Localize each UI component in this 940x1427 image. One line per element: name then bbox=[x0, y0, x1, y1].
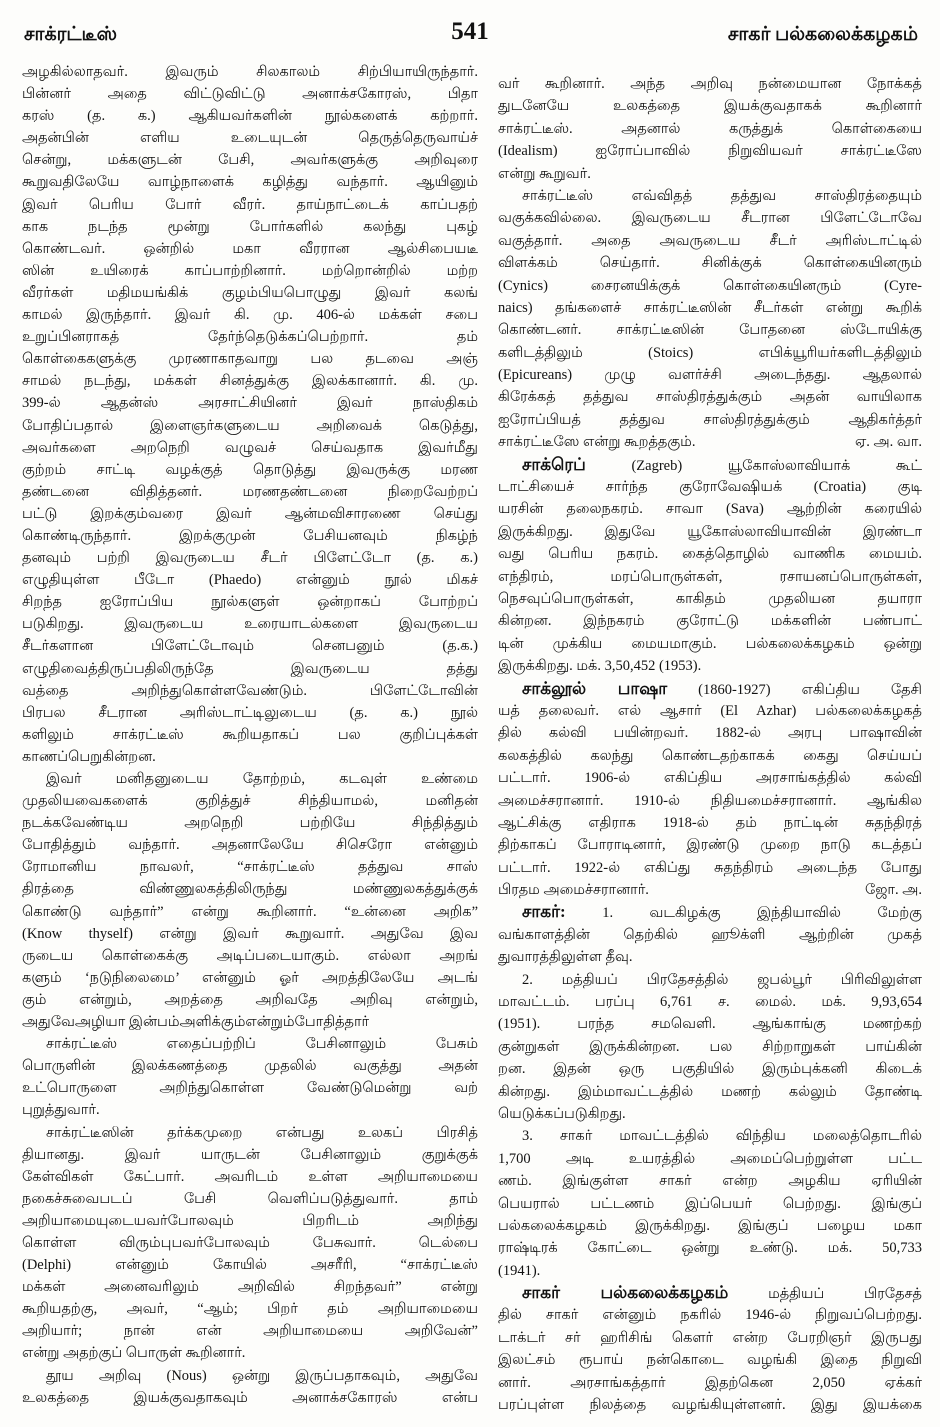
line-text: கொண்டிருந்தார். இறக்குமுன் பேசியனவும் நிகழ்ந் bbox=[22, 527, 478, 544]
line-text: டின் முக்கிய மையமாகும். பல்கலைக்கழகம் ஒன்று bbox=[498, 635, 922, 652]
paragraph bbox=[22, 1365, 478, 1409]
line-text: ஆட்சிக்கு எதிராக 1918-ல் தம் நாட்டின் சுதந்திரத் bbox=[498, 814, 922, 831]
text-line bbox=[498, 342, 922, 364]
text-line bbox=[498, 991, 922, 1013]
text-line bbox=[498, 901, 922, 923]
text-line bbox=[498, 879, 922, 901]
text-line bbox=[22, 1276, 478, 1298]
text-line bbox=[498, 566, 922, 588]
line-text: குற்றம் சாட்டி வழக்குத் தொடுத்து இவருக்கு மரண bbox=[22, 461, 478, 478]
text-line bbox=[22, 304, 478, 326]
line-text: யரசின் தலைநகரம். சாவா (Sava) ஆற்றின் கரையில் bbox=[498, 501, 922, 518]
text-line bbox=[498, 588, 922, 610]
line-text: கின்றன. இந்நகரம் குரோட்டு மக்களின் பண்பாட் bbox=[498, 613, 922, 630]
line-text: (Idealism) ஐரோப்பாவில் நிறுவியவர் சாக்ரட்டீஸே bbox=[498, 143, 922, 160]
text-line bbox=[22, 149, 478, 171]
entry bbox=[498, 901, 922, 968]
text-line bbox=[498, 700, 922, 722]
line-text: (Zagreb) யூகோஸ்லாவியாக் கூட் bbox=[585, 457, 922, 474]
line-text: வங்காளத்தின் தெற்கில் ஹூக்ளி ஆற்றின் முகத் bbox=[498, 926, 922, 943]
text-line bbox=[498, 1058, 922, 1080]
text-line bbox=[498, 207, 922, 229]
paragraph bbox=[22, 61, 478, 768]
line-text: அவர்களை அறநெறி வழுவச் செய்வதாக இவர்மீது bbox=[22, 439, 478, 456]
line-text: சென்று, மக்களுடன் பேசி, அவர்களுக்கு அறிவுரை bbox=[22, 152, 478, 169]
text-line bbox=[22, 1099, 478, 1121]
text-line bbox=[498, 655, 922, 677]
line-text: சாக்ரட்டீஸின் தர்க்கமுறை என்பது உலகப் பிரசித் bbox=[46, 1124, 478, 1141]
line-text: வீரர்கள் மதிமயங்கிக் குழம்பியபொழுது இவர் கலங் bbox=[22, 284, 478, 301]
line-text: உறுப்பினராகத் தேர்ந்தெடுக்கப்பெற்றார். தம் bbox=[22, 329, 478, 346]
entry bbox=[498, 454, 922, 678]
line-text: பரப்புள்ள நிலத்தை வழங்கியுள்ளனர். இது இயக்கை bbox=[498, 1397, 922, 1414]
text-line bbox=[22, 812, 478, 834]
text-line bbox=[22, 878, 478, 900]
line-text: கரஸ் (த. க.) ஆகியவர்களின் நூல்களைக் கற்றார். bbox=[22, 108, 478, 125]
text-line bbox=[22, 834, 478, 856]
text-line bbox=[498, 857, 922, 879]
text-line bbox=[498, 1170, 922, 1192]
line-text: பட்டு இறக்கும்வரை இவர் ஆன்மவிசாரணை செய்து bbox=[22, 505, 478, 522]
line-text: அழகில்லாதவர். இவரும் சிலகாலம் சிற்பியாயிருந்தார். bbox=[22, 64, 478, 80]
line-text: காணப்பெறுகின்றன. bbox=[22, 748, 156, 765]
text-line bbox=[498, 678, 922, 700]
text-line bbox=[498, 543, 922, 565]
line-text: 1,700 அடி உயரத்தில் அமைப்பெற்றுள்ள பட்ட bbox=[498, 1150, 922, 1167]
text-line bbox=[498, 1327, 922, 1349]
line-text: ரோமானிய நாவலர், “சாக்ரட்டீஸ் தத்துவ சாஸ் bbox=[22, 859, 478, 876]
paragraph bbox=[498, 185, 922, 454]
text-line bbox=[22, 768, 478, 790]
line-text: மத்தியப் பிரதேசத் bbox=[728, 1286, 922, 1303]
entry-headword: சாகர் பல்கலைக்கழகம் bbox=[522, 1283, 729, 1303]
line-text: (Know thyself) என்று இவர் கூறுவார். அதுவே இவ bbox=[22, 925, 478, 942]
line-text: எழுதியுள்ள பீடோ (Phaedo) என்னும் நூல் மிகச் bbox=[22, 572, 478, 589]
line-text: அமைச்சரானார். 1910-ல் நிதியமைச்சரானார். ஆங்கில bbox=[498, 792, 922, 809]
text-line bbox=[498, 73, 922, 95]
line-text: 399-ல் ஆதன்ஸ் அரசாட்சியினர் இவர் நாஸ்திகம் bbox=[22, 395, 478, 412]
text-line bbox=[498, 1349, 922, 1371]
text-line bbox=[22, 194, 478, 216]
line-text: காக நடந்த மூன்று போர்களில் கலந்து புகழ் bbox=[22, 218, 478, 235]
text-line bbox=[498, 1125, 922, 1147]
line-text: பொருளின் இலக்கணத்தை முதலில் வகுத்து அதன் bbox=[22, 1058, 478, 1075]
line-text: போதித்தும் வந்தார். அதனாலேயே சிசெரோ என்னும் bbox=[22, 837, 478, 854]
text-line bbox=[22, 1342, 478, 1364]
text-line bbox=[22, 260, 478, 282]
text-line bbox=[498, 790, 922, 812]
text-line bbox=[22, 569, 478, 591]
text-line bbox=[22, 127, 478, 149]
text-line bbox=[22, 1033, 478, 1055]
text-line bbox=[22, 967, 478, 989]
line-text: (1951). பரந்த சமவெளி. ஆங்காங்கு மணற்கற் bbox=[498, 1016, 922, 1033]
entry-headword: சாக்லூல் பாஷா bbox=[522, 678, 668, 698]
text-line bbox=[22, 1144, 478, 1166]
line-text: வத்தை அறிந்துகொள்ளவேண்டும். பிளேட்டோவின் bbox=[22, 682, 478, 699]
text-line bbox=[22, 613, 478, 635]
entry bbox=[498, 1282, 922, 1416]
text-line bbox=[498, 1103, 922, 1125]
line-text: நகைச்சுவைபடப் பேசி வெளிப்படுத்துவார். தாம் bbox=[22, 1190, 478, 1207]
text-line bbox=[22, 348, 478, 370]
text-line bbox=[22, 525, 478, 547]
line-text: இருக்கிறது. மக். 3,50,452 (1953). bbox=[498, 658, 702, 675]
line-text: கும் என்றும், அறத்தை அறிவதே அறிவு என்றும், bbox=[22, 991, 478, 1008]
line-text: கேள்விகள் கேட்பார். அவரிடம் உள்ள அறியாமையை bbox=[22, 1168, 478, 1185]
text-line bbox=[22, 105, 478, 127]
line-text: றன. இதன் ஒரு பகுதியில் இரும்புக்கனி கிடைக் bbox=[498, 1061, 922, 1078]
line-text: அதன்பின் எளிய உடையுடன் தெருத்தெருவாய்ச் bbox=[22, 130, 478, 147]
line-text: பிரதம அமைச்சரானார். bbox=[498, 882, 649, 899]
page-number: 541 bbox=[451, 18, 489, 45]
text-line bbox=[498, 163, 922, 185]
text-line bbox=[22, 61, 478, 83]
line-text: பின்னர் அதை விட்டுவிட்டு அனாக்சகோரஸ், பிதா bbox=[22, 86, 478, 103]
text-line bbox=[498, 297, 922, 319]
line-text: ஸின் உயிரைக் காப்பாற்றினார். மற்றொன்றில் மற்ற bbox=[22, 262, 478, 279]
text-line bbox=[22, 415, 478, 437]
text-line bbox=[498, 812, 922, 834]
line-text: (Cynics) சைரனயிக்குக் கொள்கையினரும் (Cyre- bbox=[498, 277, 922, 294]
author-initials: ஏ. அ. வா. bbox=[855, 434, 922, 451]
text-line bbox=[498, 118, 922, 140]
line-text: அறியார்; நான் என் அறியாமையை அறிவேன்” bbox=[22, 1323, 478, 1340]
entry-headword: சாகர்: bbox=[522, 902, 566, 922]
line-text: உட்பொருளை அறிந்துகொள்ள வேண்டுமென்று வற் bbox=[22, 1080, 478, 1097]
text-line bbox=[22, 481, 478, 503]
line-text: சாக்ரட்டீஸ் எதைப்பற்றிப் பேசினாலும் பேசும் bbox=[46, 1036, 478, 1053]
running-head-left: சாக்ரட்டீஸ் bbox=[24, 24, 118, 45]
line-text: (1860-1927) எகிப்திய தேசி bbox=[667, 681, 922, 698]
line-text: யெடுக்கப்படுகிறது. bbox=[498, 1105, 626, 1122]
text-line bbox=[22, 658, 478, 680]
text-line bbox=[498, 409, 922, 431]
line-text: இலட்சம் ரூபாய் நன்கொடை வழங்கி இதை நிறுவி bbox=[498, 1352, 922, 1369]
line-text: இவர் மனிதனுடைய தோற்றம், கடவுள் உண்மை bbox=[46, 771, 478, 787]
text-line bbox=[498, 722, 922, 744]
line-text: துடனேயே உலகத்தை இயக்குவதாகக் கூறினார் bbox=[498, 98, 922, 115]
text-line bbox=[498, 1148, 922, 1170]
line-text: வது பெரிய நகரம். கைத்தொழில் வாணிக மையம். bbox=[498, 546, 922, 563]
line-text: இருக்கிறது. இதுவே யூகோஸ்லாவியாவின் இரண்டா bbox=[498, 523, 922, 540]
line-text: களிடத்திலும் (Stoics) எபிக்யூரியர்களிடத்திலும் bbox=[498, 344, 922, 361]
text-line bbox=[22, 547, 478, 569]
text-line bbox=[498, 140, 922, 162]
text-line bbox=[22, 635, 478, 657]
paragraph bbox=[498, 73, 922, 185]
line-text: ணம். இங்குள்ள சாகர் என்ற அழகிய ஏரியின் bbox=[498, 1173, 922, 1190]
text-line bbox=[498, 610, 922, 632]
line-text: நடக்கவேண்டிய அறநெறி பற்றியே சிந்தித்தும் bbox=[22, 815, 478, 832]
line-text: கொண்டவர். ஒன்றில் மகா வீரரான ஆல்சிபையடீ bbox=[22, 240, 478, 257]
text-line bbox=[22, 459, 478, 481]
paragraph bbox=[22, 768, 478, 1033]
text-line bbox=[22, 1122, 478, 1144]
line-text: மாவட்டம். பரப்பு 6,761 ச. மைல். மக். 9,93,654 bbox=[498, 994, 922, 1011]
text-line bbox=[498, 185, 922, 207]
text-line bbox=[22, 392, 478, 414]
text-line bbox=[498, 95, 922, 117]
line-text: யத் தலைவர். எல் ஆசார் (El Azhar) பல்கலைக்கழகத் bbox=[498, 702, 922, 719]
line-text: கொள்ள விரும்புபவர்போலவும் பேசுவார். டெல்பை bbox=[22, 1234, 478, 1251]
line-text: பெயரால் பட்டணம் இப்பெயர் பெற்றது. இங்குப் bbox=[498, 1195, 922, 1212]
text-line bbox=[22, 1188, 478, 1210]
text-line bbox=[498, 319, 922, 341]
text-line bbox=[22, 1387, 478, 1409]
text-line bbox=[498, 1260, 922, 1282]
line-text: வகுத்தார். அதை அவருடைய சீடர் அரிஸ்டாட்டில் bbox=[498, 232, 922, 249]
line-text: (1941). bbox=[498, 1262, 541, 1279]
line-text: கின்றது. இம்மாவட்டத்தில் மணற் கல்லும் தோண்டி bbox=[498, 1083, 922, 1100]
line-text: சீடர்களான பிளேட்டோவும் செனபனும் (த.க.) bbox=[22, 638, 478, 655]
text-line bbox=[498, 745, 922, 767]
text-line bbox=[22, 724, 478, 746]
line-text: விளக்கம் செய்தார். சினிக்குக் கொள்கையினரும் bbox=[498, 255, 922, 272]
line-text: naics) தங்களைச் சாக்ரட்டீஸின் சீடர்கள் என்று கூறிக் bbox=[498, 299, 922, 316]
line-text: பிரபல சீடரான அரிஸ்டாட்டிலுடைய (த. க.) நூல் bbox=[22, 704, 478, 721]
line-text: தியானது. இவர் யாருடன் பேசினாலும் குறுக்குக் bbox=[22, 1146, 478, 1163]
entry-headword: சாக்ரெப் bbox=[522, 454, 586, 474]
text-line bbox=[498, 633, 922, 655]
text-line bbox=[498, 969, 922, 991]
text-line bbox=[22, 1298, 478, 1320]
line-text bbox=[498, 879, 649, 901]
text-line bbox=[498, 1282, 922, 1304]
line-text: காமல் இருந்தார். இவர் கி. மு. 406-ல் மக்கள் சபை bbox=[22, 307, 478, 324]
line-text: (Delphi) என்னும் கோயில் அசரீரி, “சாக்ரட்டீஸ் bbox=[22, 1257, 478, 1274]
line-text: திற்காகப் போராடினார், இரண்டு முறை நாடு கடத்தப் bbox=[498, 837, 922, 854]
text-line bbox=[22, 1365, 478, 1387]
text-line bbox=[22, 1320, 478, 1342]
text-line bbox=[498, 230, 922, 252]
paragraph bbox=[498, 969, 922, 1126]
line-text: மக்கள் அனைவரிலும் அறிவில் சிறந்தவர்” என்று bbox=[22, 1279, 478, 1296]
line-text: அதுவேஅழியா இன்பம்அளிக்கும்என்றும்போதித்தார் bbox=[22, 1014, 370, 1031]
text-line bbox=[22, 901, 478, 923]
text-line bbox=[22, 1166, 478, 1188]
text-line bbox=[22, 790, 478, 812]
line-text: சாக்ரட்டீஸ். அதனால் கருத்துக் கொள்கையை bbox=[498, 120, 922, 137]
paragraph bbox=[22, 1122, 478, 1365]
text-line bbox=[498, 1215, 922, 1237]
line-text: டாட்சியைச் சார்ந்த குரோவேஷியக் (Croatia) குடி bbox=[498, 479, 922, 496]
text-line bbox=[22, 702, 478, 724]
text-line bbox=[22, 282, 478, 304]
entry bbox=[498, 678, 922, 902]
text-line bbox=[498, 1036, 922, 1058]
text-line bbox=[22, 680, 478, 702]
text-line bbox=[22, 746, 478, 768]
line-text: (Epicureans) முழு வளர்ச்சி அடைந்தது. ஆதலால் bbox=[498, 367, 922, 384]
line-text: ஐரோப்பியத் தத்துவ சாஸ்திரத்துக்கும் ஆதிகர்த்தர் bbox=[498, 411, 922, 428]
text-line bbox=[498, 498, 922, 520]
text-line bbox=[22, 856, 478, 878]
text-line bbox=[22, 216, 478, 238]
text-line bbox=[498, 1081, 922, 1103]
line-text: என்று அதற்குப் பொருள் கூறினார். bbox=[22, 1345, 246, 1362]
line-text: படுகிறது. இவருடைய உரையாடல்களை இவருடைய bbox=[22, 616, 478, 633]
line-text: பட்டார். 1906-ல் எகிப்திய அரசாங்கத்தில் கல்வி bbox=[498, 770, 922, 787]
text-line bbox=[22, 1232, 478, 1254]
running-head-right: சாகர் பல்கலைக்கழகம் bbox=[727, 24, 918, 45]
text-line bbox=[22, 1210, 478, 1232]
line-text: தூய அறிவு (Nous) ஒன்று இருப்பதாகவும், அதுவே bbox=[46, 1367, 478, 1384]
line-text: திரத்தை விண்ணுலகத்திலிருந்து மண்ணுலகத்துக்குக் bbox=[22, 881, 478, 898]
line-text: பல்கலைக்கழகம் இருக்கிறது. இங்குப் பழைய மகா bbox=[498, 1217, 922, 1234]
line-text: களும் ‘நடுநிலைமை’ என்னும் ஓர் அறத்திலேயே அடங் bbox=[22, 969, 478, 986]
left-column bbox=[22, 61, 478, 1421]
text-line bbox=[498, 1394, 922, 1416]
text-line bbox=[22, 503, 478, 525]
line-text: எந்திரம், மரப்பொருள்கள், ரசாயனப்பொருள்கள், bbox=[498, 568, 922, 585]
line-text: இவர் பெரிய போர் வீரர். தாய்நாட்டைக் காப்பதற் bbox=[22, 196, 478, 213]
line-text: கிரேக்கத் தத்துவ சாஸ்திரத்துக்கும் அதன் வாயிலாக bbox=[498, 389, 922, 406]
line-text: களிலும் சாக்ரட்டீஸ் கூறியதாகப் பல குறிப்புக்கள் bbox=[22, 726, 478, 743]
line-text: 1. வடகிழக்கு இந்தியாவில் மேற்கு bbox=[565, 905, 922, 922]
text-line bbox=[498, 1013, 922, 1035]
line-text bbox=[498, 431, 695, 453]
text-line bbox=[22, 1011, 478, 1033]
line-text: ருடைய கொள்கைக்கு அடிப்படையாகும். எல்லா அறங் bbox=[22, 947, 478, 964]
text-line bbox=[498, 767, 922, 789]
text-line bbox=[22, 945, 478, 967]
line-text: புறுத்துவார். bbox=[22, 1102, 100, 1119]
line-text: ராஷ்டிரக் கோட்டை ஒன்று உண்டு. மக். 50,733 bbox=[498, 1240, 922, 1257]
paragraph bbox=[22, 1033, 478, 1121]
text-line bbox=[498, 1193, 922, 1215]
line-text: தில் சாகர் என்னும் நகரில் 1946-ல் நிறுவப்பெற்றது. bbox=[498, 1307, 922, 1324]
line-text: கொண்டனர். சாக்ரட்டீஸின் போதனை ஸ்டோயிக்கு bbox=[498, 322, 922, 339]
line-text: துவாரத்திலுள்ள தீவு. bbox=[498, 949, 633, 966]
text-line bbox=[498, 924, 922, 946]
line-text: சாமல் நடந்து, மக்கள் சினத்துக்கு இலக்கானார். கி. மு. bbox=[22, 373, 478, 390]
line-text: தில் கல்வி பயின்றவர். 1882-ல் அரபு பாஷாவின் bbox=[498, 725, 922, 742]
paragraph bbox=[498, 1125, 922, 1282]
text-line bbox=[22, 1254, 478, 1276]
text-line bbox=[22, 989, 478, 1011]
line-text: கொள்கைகளுக்கு முரணாகாதவாறு பல தடவை அஞ் bbox=[22, 351, 478, 368]
line-text: என்று கூறுவர். bbox=[498, 165, 591, 182]
text-line bbox=[22, 1055, 478, 1077]
line-text: எழுதிவைத்திருப்பதிலிருந்தே இவருடைய தத்து bbox=[22, 660, 478, 677]
line-text: தண்டனை விதித்தனர். மரணதண்டனை நிறைவேற்றப் bbox=[22, 483, 478, 500]
line-text: நெசவுப்பொருள்கள், காகிதம் முதலியன தயாரா bbox=[498, 590, 922, 607]
line-text: வர் கூறினார். அந்த அறிவு நன்மையான நோக்கத் bbox=[498, 76, 922, 92]
text-line bbox=[498, 476, 922, 498]
line-text: சிறந்த ஐரோப்பிய நூல்களுள் ஒன்றாகப் போற்றப் bbox=[22, 594, 478, 611]
text-line bbox=[22, 1077, 478, 1099]
line-text: கொண்டு வந்தார்” என்று கூறினார். “உன்னை அறிக” bbox=[22, 903, 478, 920]
line-text: அறியாமையுடையவர்போலவும் பிறரிடம் அறிந்து bbox=[22, 1212, 478, 1229]
line-text: முதலியவைகளைக் குறித்துச் சிந்தியாமல், மனிதன் bbox=[22, 793, 478, 810]
text-line bbox=[498, 364, 922, 386]
text-line bbox=[22, 923, 478, 945]
text-line bbox=[498, 386, 922, 408]
text-line bbox=[498, 275, 922, 297]
text-line bbox=[22, 83, 478, 105]
line-text: பட்டார். 1922-ல் எகிப்து சுதந்திரம் அடைந்த போது bbox=[498, 859, 922, 876]
text-line bbox=[498, 431, 922, 453]
text-line bbox=[22, 238, 478, 260]
text-line bbox=[498, 1304, 922, 1326]
text-line bbox=[498, 521, 922, 543]
text-line bbox=[22, 370, 478, 392]
author-initials: ஜோ. அ. bbox=[865, 882, 922, 899]
line-text: குன்றுகள் இருக்கின்றன. பல சிற்றாறுகள் பாய்கின் bbox=[498, 1038, 922, 1055]
text-line bbox=[498, 1237, 922, 1259]
text-line bbox=[498, 1372, 922, 1394]
line-text: 2. மத்தியப் பிரதேசத்தில் ஜபல்பூர் பிரிவிலுள்ள bbox=[522, 971, 922, 988]
right-column bbox=[498, 73, 922, 1423]
line-text: னார். அரசாங்கத்தார் இதற்கென 2,050 ஏக்கர் bbox=[498, 1374, 922, 1391]
text-line bbox=[22, 326, 478, 348]
text-line bbox=[498, 834, 922, 856]
line-text: உலகத்தை இயக்குவதாகவும் அனாக்சகோரஸ் என்ப bbox=[22, 1389, 478, 1406]
line-text: கலகத்தில் கலந்து கொண்டதற்காகக் கைது செய்யப் bbox=[498, 747, 922, 764]
line-text: தனவும் பற்றி இவருடைய சீடர் பிளேட்டோ (த. க.) bbox=[22, 550, 478, 567]
line-text: போதிப்பதால் இளைஞர்களுடைய அறிவைக் கெடுத்து, bbox=[22, 417, 478, 434]
line-text: வகுக்கவில்லை. இவருடைய சீடரான பிளேட்டோவே bbox=[498, 210, 922, 227]
line-text: 3. சாகர் மாவட்டத்தில் விந்திய மலைத்தொடரில் bbox=[522, 1128, 922, 1145]
text-line bbox=[498, 252, 922, 274]
text-line bbox=[498, 454, 922, 476]
text-line bbox=[498, 946, 922, 968]
line-text: சாக்ரட்டீஸே என்று கூறத்தகும். bbox=[498, 434, 696, 451]
text-line bbox=[22, 591, 478, 613]
line-text: கூறுவதிலேயே வாழ்நாளைக் கழித்து வந்தார். ஆயினும் bbox=[22, 174, 478, 191]
text-line bbox=[22, 437, 478, 459]
line-text: டாக்டர் சர் ஹரிசிங் கௌர் என்ற பேரறிஞர் இருபது bbox=[498, 1329, 922, 1346]
line-text: சாக்ரட்டீஸ் எவ்விதத் தத்துவ சாஸ்திரத்தையும் bbox=[522, 187, 922, 204]
text-line bbox=[22, 171, 478, 193]
line-text: கூறியதற்கு, அவர், “ஆம்; பிறர் தம் அறியாமையை bbox=[22, 1301, 478, 1318]
